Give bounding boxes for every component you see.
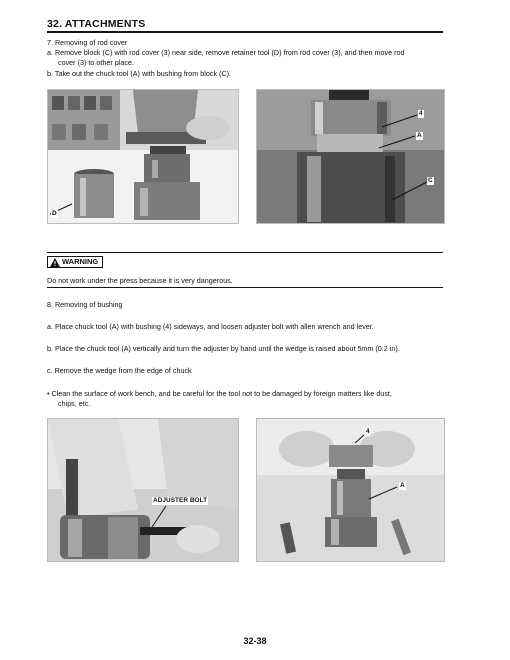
section-7-heading: 7. Removing of rod cover: [47, 38, 128, 47]
label-4: 4: [366, 428, 370, 435]
page-title: 32. ATTACHMENTS: [47, 18, 146, 30]
label-a: A: [400, 482, 405, 489]
warning-badge: [47, 256, 103, 268]
photo-loosen-adjuster-bolt-illustration: [48, 419, 238, 561]
section-8-step-c: c. Remove the wedge from the edge of chuck: [47, 366, 192, 375]
warning-text: Do not work under the press because it is very dangerous.: [47, 276, 233, 285]
photo-chuck-tool-vertical-illustration: [257, 419, 444, 561]
label-a: A: [417, 132, 422, 139]
photo-remove-block-illustration: [48, 90, 238, 223]
section-7-step-a-line1: a. Remove block (C) with rod cover (3) near side, remove retainer tool (D) from rod cover (3), and then move rod: [47, 48, 405, 57]
section-8-step-b: b. Place the chuck tool (A) vertically and turn the adjuster by hand until the wedge is raised about 5mm (0.2 in).: [47, 344, 400, 353]
label-c: C: [428, 177, 433, 184]
warning-bottom-rule: [47, 287, 443, 288]
label-d: D: [52, 210, 57, 217]
section-7-step-b: b. Take out the chuck tool (A) with bushing from block (C).: [47, 69, 232, 78]
section-8-bullet-line1: • Clean the surface of work bench, and be careful for the tool not to be damaged by foreign matters like dust,: [47, 389, 392, 398]
photo-remove-block: [47, 89, 239, 224]
photo-chuck-tool-block-illustration: [257, 90, 444, 223]
label-4: 4: [419, 110, 423, 117]
header-rule: [47, 31, 443, 33]
section-8-step-a: a. Place chuck tool (A) with bushing (4) sideways, and loosen adjuster bolt with allen wrench and lever.: [47, 322, 374, 331]
section-8-bullet-line2: chips, etc.: [58, 399, 91, 408]
section-8-heading: 8. Removing of bushing: [47, 300, 123, 309]
label-adjuster-bolt: ADJUSTER BOLT: [153, 497, 208, 504]
section-7-step-a-line2: cover (3) to other place.: [58, 58, 134, 67]
page-number: 32-38: [243, 636, 267, 646]
warning-badge-label: WARNING: [62, 257, 99, 266]
warning-icon: [50, 258, 60, 267]
photo-chuck-tool-block: [256, 89, 445, 224]
photo-loosen-adjuster-bolt: [47, 418, 239, 562]
photo-chuck-tool-vertical: [256, 418, 445, 562]
warning-top-rule: [47, 252, 443, 253]
